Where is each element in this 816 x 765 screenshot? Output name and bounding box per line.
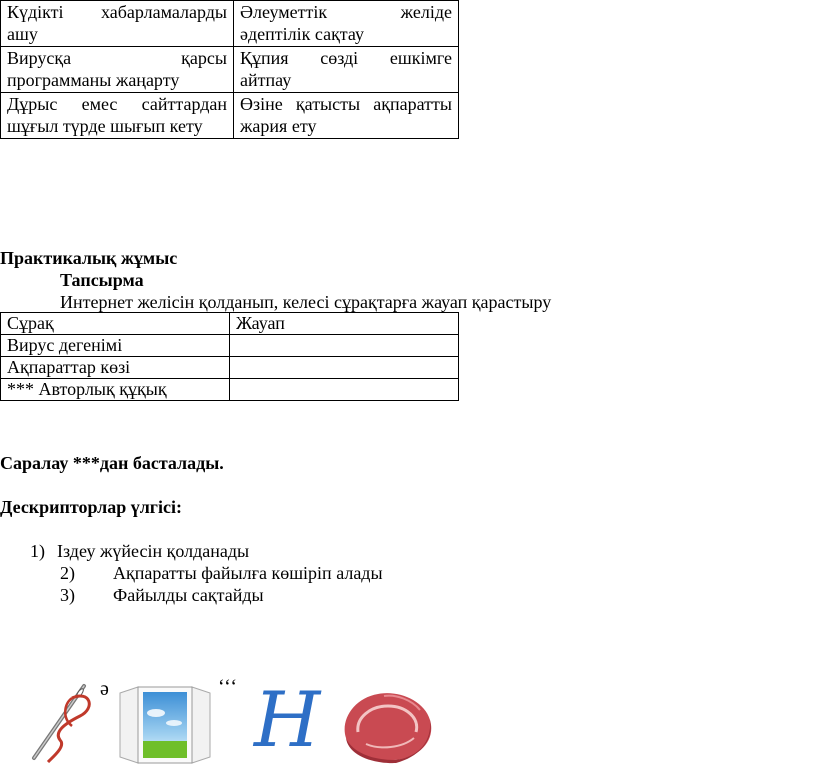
window-icon [116,683,214,765]
list-item: Ақпаратты файылға көшіріп алады [113,563,383,583]
table-row [1,1,459,47]
letter-n-icon: Н [254,675,321,764]
grading-note: Саралау ***дан басталады. [0,453,224,473]
needle-thread-icon [22,680,108,765]
table-row [1,357,459,379]
rebus-mark: ‘‘‘ [218,676,239,698]
column-header-answer: Жауап [230,313,459,335]
descriptors-title: Дескрипторлар үлгісі: [0,497,182,517]
answer-cell [230,357,459,379]
rebus-mark: ә [100,678,109,700]
table-row [1,335,459,357]
table-cell: *** Авторлық құқық [1,379,230,401]
answer-cell [230,335,459,357]
list-item-number: 3) [60,585,75,605]
task-label: Тапсырма [60,270,144,290]
column-header-question: Сұрақ [1,313,230,335]
table-row [1,47,459,93]
table-cell: Ақпараттар көзі [1,357,230,379]
table-header-row [1,313,459,335]
list-item: Іздеу жүйесін қолданады [57,541,250,561]
table-row [1,379,459,401]
meat-icon [336,686,440,765]
rules-table [0,0,459,139]
table-cell: Өзіне қатысты ақпаратты жария ету [234,93,459,139]
table-cell: Дұрыс емес сайттардан шұғыл түрде шығып кету [1,93,234,139]
table-cell: Әлеуметтік желіде әдептілік сақтау [234,1,459,47]
task-instruction: Интернет желісін қолданып, келесі сұрақтарға жауап қарастыру [60,292,552,312]
table-cell: Құпия сөзді ешкімге айтпау [234,47,459,93]
qa-table [0,312,459,401]
table-row [1,93,459,139]
list-item: Файылды сақтайды [113,585,264,605]
table-cell: Күдікті хабарламаларды ашу [1,1,234,47]
answer-cell [230,379,459,401]
table-cell: Вирус дегенімі [1,335,230,357]
practical-title: Практикалық жұмыс [0,248,178,268]
list-item-number: 1) [30,541,45,561]
table-cell: Вирусқа қарсы программаны жаңарту [1,47,234,93]
list-item-number: 2) [60,563,75,583]
